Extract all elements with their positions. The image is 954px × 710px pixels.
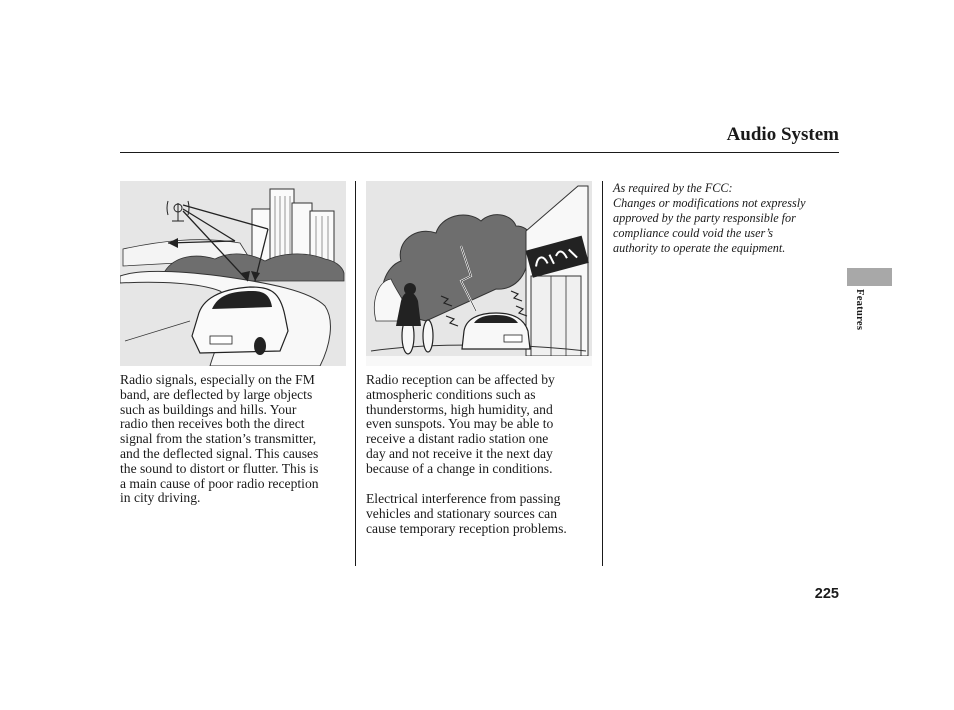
signal-deflection-paragraph: Radio signals, especially on the FM band, are deflected by large objects such as buildings and hills. Your radio then receives both the direct signal from the station’s transmitter, and the deflected signal. This causes the sound to distort or flutter. This is a main cause of poor radio reception in city driving. <box>120 372 319 506</box>
section-tab-label <box>854 289 868 349</box>
electrical-interference-paragraph: Electrical interference from passing vehicles and stationary sources can cause temporary reception problems. <box>366 491 567 536</box>
page-number: 225 <box>814 586 839 602</box>
car-signal-deflection-illustration <box>120 181 346 366</box>
column-divider-right <box>602 181 603 566</box>
page-title: Audio System <box>726 124 839 145</box>
section-tab-text: Features <box>854 289 865 331</box>
atmospheric-conditions-paragraph: Radio reception can be affected by atmospheric conditions such as thunderstorms, high humidity, and even sunspots. You may be able to receive a distant radio station one day and not receive it the next day because of a change in conditions. <box>366 372 555 476</box>
fcc-note: As required by the FCC: Changes or modifications not expressly approved by the party responsible for compliance could void the user’s authority to operate the equipment. <box>613 181 806 255</box>
column-divider-left <box>355 181 356 566</box>
thunderstorm-interference-illustration <box>366 181 592 366</box>
title-rule <box>120 152 839 153</box>
section-tab-marker <box>847 268 892 286</box>
